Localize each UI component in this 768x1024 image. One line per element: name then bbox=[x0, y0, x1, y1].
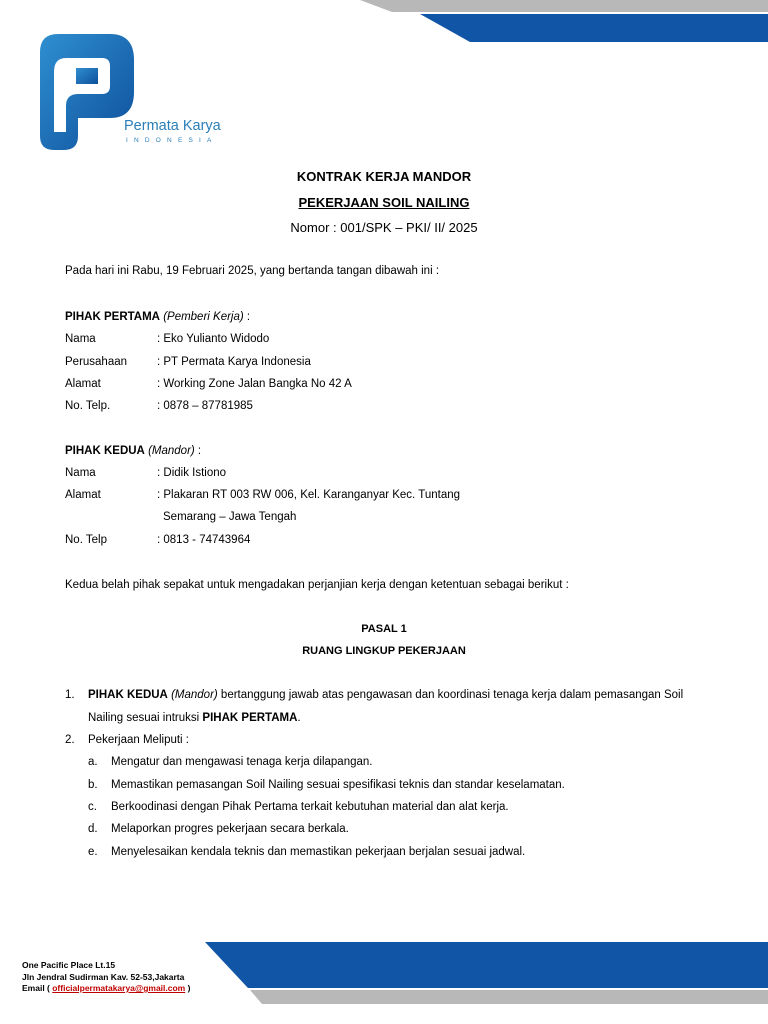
list-item-1-line-2 bbox=[88, 712, 301, 724]
pihak-pertama-colon: : bbox=[243, 311, 251, 323]
sub-item-text: Berkoodinasi dengan Pihak Pertama terkait kebutuhan material dan alat kerja. bbox=[111, 801, 509, 813]
field-value: : 0813 - 74743964 bbox=[157, 534, 251, 546]
list-item-1-italic: (Mandor) bbox=[171, 689, 218, 701]
sub-item-text: Melaporkan progres pekerjaan secara berkala. bbox=[111, 823, 349, 835]
footer-address bbox=[22, 960, 190, 995]
pihak-pertama-role: (Pemberi Kerja) bbox=[163, 311, 244, 323]
pihak-kedua-label: PIHAK KEDUA bbox=[65, 445, 145, 457]
document-number: Nomor : 001/SPK – PKI/ II/ 2025 bbox=[290, 220, 478, 235]
list-item-1-bold: PIHAK KEDUA bbox=[88, 689, 168, 701]
list-item-1-text-b: Nailing sesuai intruksi bbox=[88, 712, 203, 724]
intro-text: Pada hari ini Rabu, 19 Februari 2025, yang bertanda tangan dibawah ini : bbox=[65, 265, 440, 277]
field-value-continued: Semarang – Jawa Tengah bbox=[163, 511, 297, 523]
list-item-1-end: . bbox=[297, 712, 301, 724]
footer-line-2: Jln Jendral Sudirman Kav. 52-53,Jakarta bbox=[22, 971, 185, 982]
sub-item-letter: c. bbox=[88, 801, 97, 813]
field-label: Perusahaan bbox=[65, 356, 128, 368]
pihak-pertama-label: PIHAK PERTAMA bbox=[65, 311, 160, 323]
footer-email-line bbox=[22, 983, 190, 995]
footer-email-prefix: Email ( bbox=[22, 983, 53, 993]
pihak-kedua-colon: : bbox=[194, 445, 202, 457]
pihak-pertama-heading bbox=[65, 311, 250, 323]
sub-item-letter: a. bbox=[88, 756, 98, 768]
pasal-number: PASAL 1 bbox=[361, 623, 407, 635]
field-label: No. Telp. bbox=[65, 400, 111, 412]
pasal-title: RUANG LINGKUP PEKERJAAN bbox=[302, 645, 466, 657]
sub-item-text: Memastikan pemasangan Soil Nailing sesuai spesifikasi teknis dan standar keselamatan. bbox=[111, 779, 565, 791]
footer-line-1: One Pacific Place Lt.15 bbox=[22, 960, 116, 970]
field-label: Alamat bbox=[65, 378, 101, 390]
sub-item-letter: b. bbox=[88, 779, 98, 791]
field-label: No. Telp bbox=[65, 534, 107, 546]
footer-email-link[interactable]: officialpermatakarya@gmail.com bbox=[52, 983, 186, 993]
logo-p-icon bbox=[36, 32, 136, 156]
list-item-1-bold-b: PIHAK PERTAMA bbox=[202, 712, 298, 724]
field-label: Alamat bbox=[65, 489, 101, 501]
agreement-text: Kedua belah pihak sepakat untuk mengadakan perjanjian kerja dengan ketentuan sebagai berikut : bbox=[65, 579, 569, 591]
company-logo bbox=[36, 32, 221, 156]
pihak-kedua-heading bbox=[65, 445, 201, 457]
field-value: : 0878 – 87781985 bbox=[157, 400, 253, 412]
list-item-1-line-1 bbox=[88, 689, 683, 701]
field-value: : Eko Yulianto Widodo bbox=[157, 333, 270, 345]
field-value: : PT Permata Karya Indonesia bbox=[157, 356, 311, 368]
list-number: 2. bbox=[65, 734, 75, 746]
list-item-2-text: Pekerjaan Meliputi : bbox=[88, 734, 189, 746]
list-number: 1. bbox=[65, 689, 75, 701]
sub-item-letter: e. bbox=[88, 846, 98, 858]
document-subtitle: PEKERJAAN SOIL NAILING bbox=[298, 195, 470, 210]
footer-email-suffix: ) bbox=[185, 983, 191, 993]
field-value: : Working Zone Jalan Bangka No 42 A bbox=[157, 378, 352, 390]
field-value: : Plakaran RT 003 RW 006, Kel. Karanganyar Kec. Tuntang bbox=[157, 489, 461, 501]
field-value: : Didik Istiono bbox=[157, 467, 227, 479]
list-item-1-text: bertanggung jawab atas pengawasan dan koordinasi tenaga kerja dalam pemasangan Soil bbox=[217, 689, 684, 701]
logo-brand-name: Permata Karya bbox=[124, 118, 221, 134]
pihak-kedua-role: (Mandor) bbox=[148, 445, 195, 457]
sub-item-text: Menyelesaikan kendala teknis dan memastikan pekerjaan berjalan sesuai jadwal. bbox=[111, 846, 526, 858]
sub-item-letter: d. bbox=[88, 823, 98, 835]
logo-brand-sub: INDONESIA bbox=[126, 137, 218, 144]
field-label: Nama bbox=[65, 467, 96, 479]
document-title: KONTRAK KERJA MANDOR bbox=[296, 169, 472, 184]
field-label: Nama bbox=[65, 333, 96, 345]
sub-item-text: Mengatur dan mengawasi tenaga kerja dilapangan. bbox=[111, 756, 373, 768]
